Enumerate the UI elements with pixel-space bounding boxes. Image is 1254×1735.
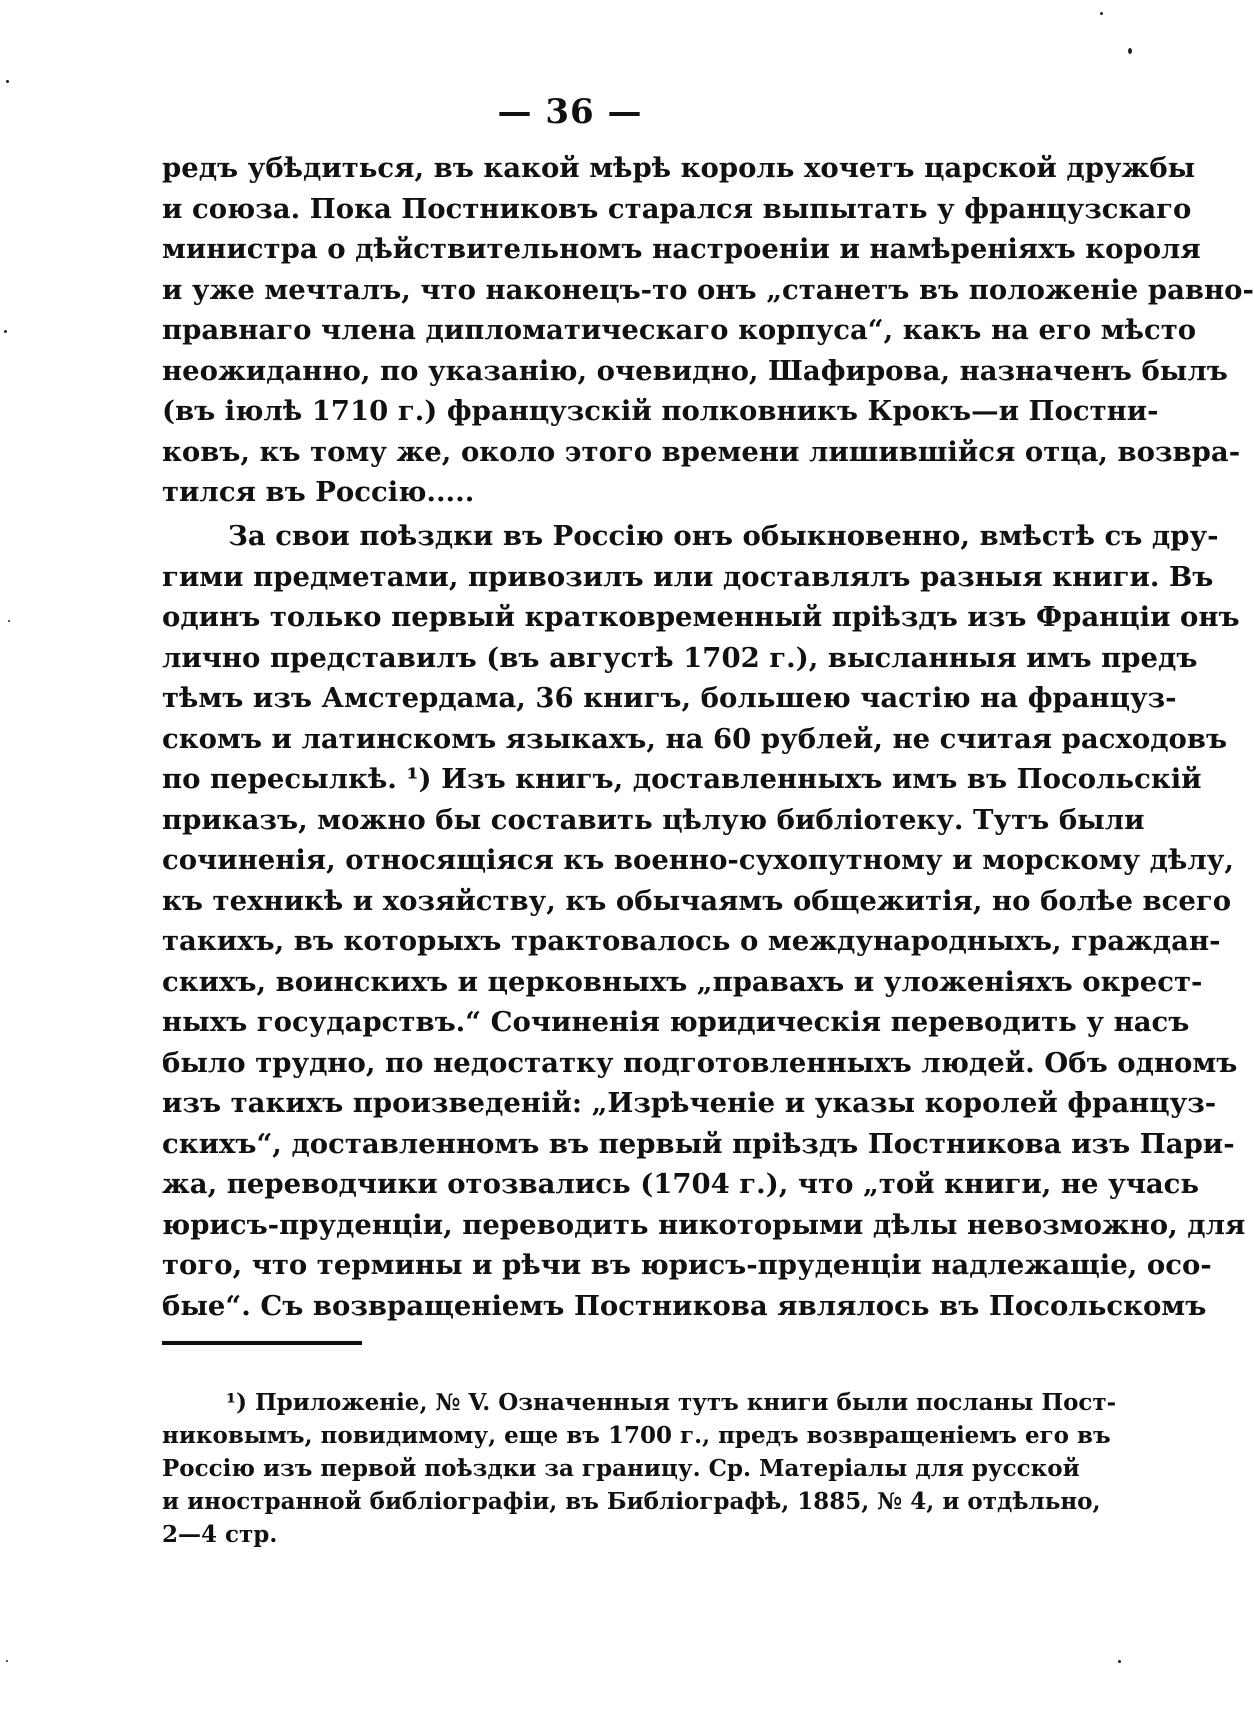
text-line: сочиненія, относящіяся къ военно-сухопутному и морскому дѣлу, — [162, 844, 1234, 876]
scan-speck — [6, 80, 9, 83]
footnote-divider — [162, 1341, 362, 1345]
text-line: тѣмъ изъ Амстердама, 36 книгъ, большею частію на француз- — [162, 682, 1177, 714]
footnote-line: и иностранной библіографіи, въ Библіографѣ, 1885, № 4, и отдѣльно, — [162, 1488, 1101, 1515]
text-line: ковъ, къ тому же, около этого времени лишившійся отца, возвра- — [162, 435, 1241, 468]
text-line: было трудно, по недостатку подготовленныхъ людей. Объ одномъ — [162, 1046, 1238, 1079]
text-line: бые“. Съ возвращеніемъ Постникова являлось въ Посольскомъ — [162, 1289, 1207, 1322]
text-line: къ техникѣ и хозяйству, къ обычаямъ общежитія, но болѣе всего — [162, 884, 1232, 917]
footnote-line: Россію изъ первой поѣздки за границу. Ср. Матеріалы для русской — [162, 1455, 1080, 1482]
text-line: изъ такихъ произведеній: „Изрѣченіе и указы королей француз- — [162, 1087, 1217, 1119]
text-line: приказъ, можно бы составить цѣлую библіотеку. Тутъ были — [162, 803, 1145, 836]
scan-speck — [4, 330, 7, 333]
text-line: министра о дѣйствительномъ настроеніи и намѣреніяхъ короля — [162, 233, 1201, 265]
text-line: неожиданно, по указанію, очевидно, Шафирова, назначенъ былъ — [162, 354, 1228, 387]
paragraph-1 — [162, 148, 1254, 513]
text-line: тился въ Россію..... — [162, 476, 475, 508]
footnote-line: ¹) Приложеніе, № V. Означенныя тутъ книги были посланы Пост- — [226, 1389, 1117, 1416]
scan-speck — [1100, 12, 1103, 15]
text-line: и союза. Пока Постниковъ старался выпытать у французскаго — [162, 192, 1192, 225]
text-line: жа, переводчики отозвались (1704 г.), что „той книги, не учась — [162, 1168, 1200, 1200]
footnote — [162, 1386, 1117, 1551]
text-line: скихъ“, доставленномъ въ первый пріѣздъ Постникова изъ Пари- — [162, 1127, 1235, 1160]
text-line: такихъ, въ которыхъ трактовалось о международныхъ, граждан- — [162, 925, 1221, 957]
text-line: скихъ, воинскихъ и церковныхъ „правахъ и уложеніяхъ окрест- — [162, 965, 1203, 998]
text-line: редъ убѣдиться, въ какой мѣрѣ король хочетъ царской дружбы — [162, 152, 1196, 184]
paragraph-2 — [162, 516, 1246, 1326]
text-line: того, что термины и рѣчи въ юрисъ-пруденціи надлежащіе, осо- — [162, 1249, 1212, 1281]
scan-speck — [6, 1660, 8, 1662]
text-line: одинъ только первый кратковременный пріѣздъ изъ Франціи онъ — [162, 601, 1240, 633]
text-line: юрисъ-пруденціи, переводить никоторыми дѣлы невозможно, для — [162, 1208, 1246, 1241]
text-line: скомъ и латинскомъ языкахъ, на 60 рублей, не считая расходовъ — [162, 722, 1228, 755]
scan-speck — [1118, 1660, 1121, 1663]
text-line: и уже мечталъ, что наконецъ-то онъ „станетъ въ положеніе равно- — [162, 273, 1254, 306]
text-line: лично представилъ (въ августѣ 1702 г.), высланныя имъ предъ — [162, 641, 1198, 674]
text-line: по пересылкѣ. ¹) Изъ книгъ, доставленныхъ имъ въ Посольскій — [162, 763, 1202, 795]
footnote-line: 2—4 стр. — [162, 1521, 278, 1548]
scan-speck — [8, 620, 10, 622]
text-line: гими предметами, привозилъ или доставлялъ разныя книги. Въ — [162, 560, 1214, 593]
page-number: — 36 — — [497, 92, 643, 132]
text-line: За свои поѣздки въ Россію онъ обыкновенно, вмѣстѣ съ дру- — [228, 520, 1219, 552]
text-line: (въ іюлѣ 1710 г.) французскій полковникъ Крокъ—и Постни- — [162, 395, 1159, 427]
text-line: правнаго члена дипломатическаго корпуса“, какъ на его мѣсто — [162, 314, 1197, 346]
scan-speck — [1128, 48, 1132, 54]
footnote-line: никовымъ, повидимому, еще въ 1700 г., предъ возвращеніемъ его въ — [162, 1422, 1111, 1449]
text-line: ныхъ государствъ.“ Сочиненія юридическія переводить у насъ — [162, 1006, 1190, 1038]
